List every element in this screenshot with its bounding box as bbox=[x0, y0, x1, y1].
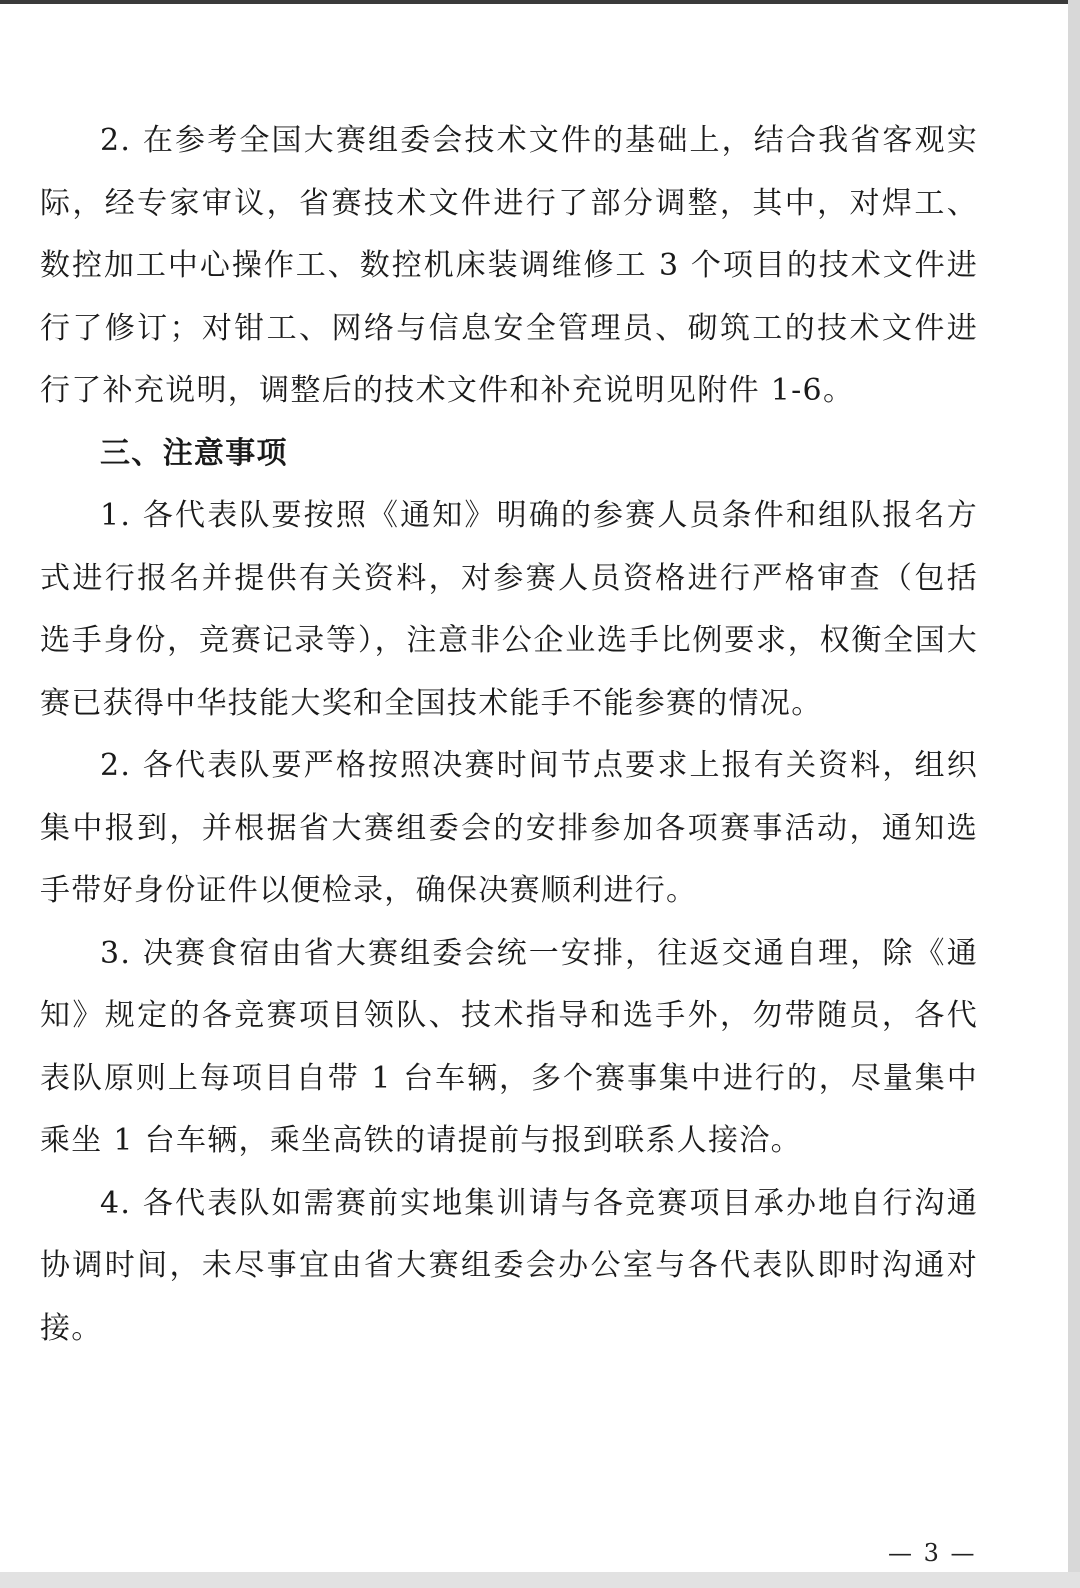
paragraph-item-2-technical-files: 2. 在参考全国大赛组委会技术文件的基础上，结合我省客观实际，经专家审议，省赛技术文件进行了部分调整，其中，对焊工、数控加工中心操作工、数控机床装调维修工 3 个项目的技术文件进行了修订；对钳工、网络与信息安全管理员、砌筑工的技术文件进行了补充说明，调整后的技术文件和补充说明见附件 1-6。 bbox=[40, 123, 978, 408]
paragraph-note-4-training: 4. 各代表队如需赛前实地集训请与各竞赛项目承办地自行沟通协调时间，未尽事宜由省大赛组委会办公室与各代表队即时沟通对接。 bbox=[40, 1185, 978, 1346]
paragraph-note-1-registration: 1. 各代表队要按照《通知》明确的参赛人员条件和组队报名方式进行报名并提供有关资料，对参赛人员资格进行严格审查（包括选手身份，竞赛记录等），注意非公企业选手比例要求，权衡全国大赛已获得中华技能大奖和全国技术能手不能参赛的情况。 bbox=[40, 498, 978, 721]
page-top-edge bbox=[0, 0, 1080, 4]
page-bottom-edge bbox=[0, 1572, 1080, 1588]
paragraph-note-3-accommodation: 3. 决赛食宿由省大赛组委会统一安排，往返交通自理，除《通知》规定的各竞赛项目领队、技术指导和选手外，勿带随员，各代表队原则上每项目自带 1 台车辆，多个赛事集中进行的，尽量集中乘坐 1 台车辆，乘坐高铁的请提前与报到联系人接洽。 bbox=[40, 935, 978, 1158]
document-body bbox=[40, 110, 978, 1360]
page-number: — 3 — bbox=[888, 1539, 977, 1567]
paragraph-note-2-reporting: 2. 各代表队要严格按照决赛时间节点要求上报有关资料，组织集中报到，并根据省大赛组委会的安排参加各项赛事活动，通知选手带好身份证件以便检录，确保决赛顺利进行。 bbox=[40, 748, 978, 908]
page-right-edge bbox=[1068, 0, 1080, 1588]
section-heading-notes: 三、注意事项 bbox=[100, 435, 288, 471]
